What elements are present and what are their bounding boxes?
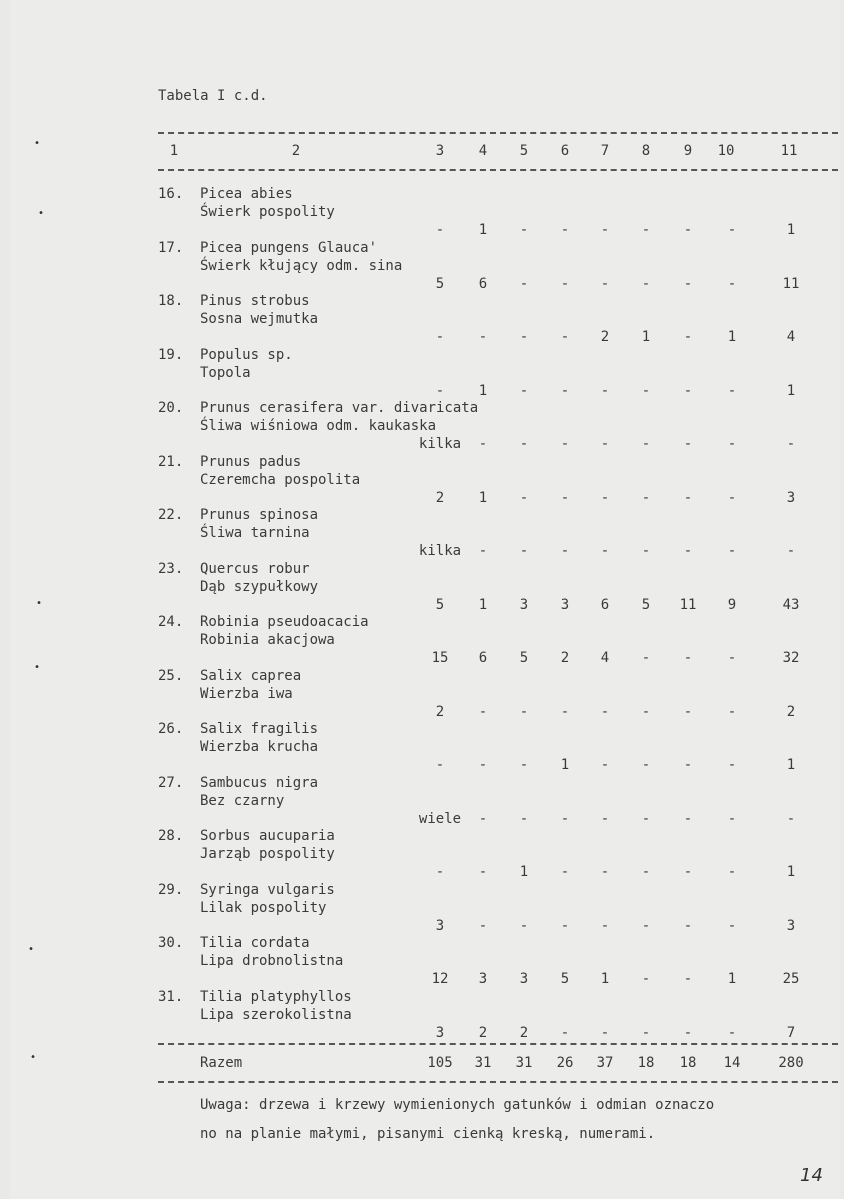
table-cell: - (727, 650, 737, 666)
polish-name: Śliwa tarnina (200, 525, 310, 541)
row-number: 16. (158, 186, 184, 202)
header-bottom-rule (158, 169, 838, 171)
table-cell: - (519, 276, 529, 292)
polish-name: Dąb szypułkowy (200, 579, 319, 595)
margin-mark: • (28, 944, 35, 955)
table-cell: - (727, 436, 737, 452)
total-cell: 18 (637, 1055, 655, 1071)
table-cell: 2 (519, 1025, 529, 1041)
total-cell: 14 (723, 1055, 741, 1071)
table-cell: 1 (727, 971, 737, 987)
table-cell: 1 (786, 757, 796, 773)
table-cell: kilka (418, 436, 462, 452)
table-cell: - (560, 490, 570, 506)
table-cell: - (435, 864, 445, 880)
latin-name: Robinia pseudoacacia (200, 614, 369, 630)
table-cell: - (435, 222, 445, 238)
column-header: 11 (780, 143, 798, 159)
table-cell: - (683, 436, 693, 452)
column-header: 8 (641, 143, 651, 159)
table-cell: - (683, 383, 693, 399)
column-header: 2 (291, 143, 301, 159)
table-cell: - (600, 811, 610, 827)
table-cell: 5 (435, 276, 445, 292)
table-cell: 25 (782, 971, 800, 987)
table-cell: - (641, 971, 651, 987)
latin-name: Picea abies (200, 186, 293, 202)
table-cell: - (560, 329, 570, 345)
table-cell: - (519, 329, 529, 345)
table-cell: - (560, 811, 570, 827)
table-cell: - (683, 490, 693, 506)
table-cell: - (519, 222, 529, 238)
table-cell: 9 (727, 597, 737, 613)
table-cell: 3 (435, 918, 445, 934)
row-number: 19. (158, 347, 184, 363)
table-cell: - (641, 490, 651, 506)
table-cell: 2 (435, 490, 445, 506)
polish-name: Sosna wejmutka (200, 311, 319, 327)
total-top-rule (158, 1043, 838, 1045)
row-number: 17. (158, 240, 184, 256)
table-cell: - (478, 704, 488, 720)
table-cell: - (786, 811, 796, 827)
table-cell: 1 (786, 222, 796, 238)
table-cell: - (519, 436, 529, 452)
polish-name: Lipa szerokolistna (200, 1007, 352, 1023)
polish-name: Lilak pospolity (200, 900, 327, 916)
latin-name: Syringa vulgaris (200, 882, 335, 898)
table-cell: - (519, 757, 529, 773)
table-cell: 32 (782, 650, 800, 666)
table-cell: 1 (786, 864, 796, 880)
table-cell: 5 (435, 597, 445, 613)
polish-name: Lipa drobnolistna (200, 953, 344, 969)
table-cell: 3 (435, 1025, 445, 1041)
total-cell: 280 (778, 1055, 804, 1071)
table-cell: 7 (786, 1025, 796, 1041)
total-label: Razem (200, 1055, 243, 1071)
table-cell: - (641, 704, 651, 720)
latin-name: Quercus robur (200, 561, 310, 577)
total-bottom-rule (158, 1081, 838, 1083)
table-cell: - (600, 704, 610, 720)
table-caption: Tabela I c.d. (158, 88, 268, 104)
table-cell: 1 (786, 383, 796, 399)
table-top-rule (158, 132, 838, 134)
polish-name: Świerk kłujący odm. sina (200, 258, 403, 274)
table-cell: - (727, 543, 737, 559)
column-header: 4 (478, 143, 488, 159)
table-cell: 6 (478, 276, 488, 292)
latin-name: Tilia platyphyllos (200, 989, 352, 1005)
table-cell: - (560, 704, 570, 720)
table-cell: 11 (679, 597, 697, 613)
latin-name: Picea pungens Glauca' (200, 240, 378, 256)
table-cell: - (435, 383, 445, 399)
table-cell: - (727, 276, 737, 292)
table-cell: - (478, 436, 488, 452)
table-cell: - (683, 971, 693, 987)
table-cell: 1 (478, 490, 488, 506)
table-cell: - (519, 543, 529, 559)
table-cell: - (600, 276, 610, 292)
table-cell: - (641, 811, 651, 827)
latin-name: Tilia cordata (200, 935, 310, 951)
note-line: no na planie małymi, pisanymi cienką kreską, numerami. (200, 1126, 656, 1142)
column-header: 5 (519, 143, 529, 159)
total-cell: 37 (596, 1055, 614, 1071)
table-cell: - (435, 329, 445, 345)
latin-name: Pinus strobus (200, 293, 310, 309)
margin-mark: • (38, 208, 45, 219)
margin-mark: • (34, 138, 41, 149)
margin-mark: • (30, 1052, 37, 1063)
document-page (10, 0, 840, 1199)
table-cell: 2 (560, 650, 570, 666)
table-cell: 1 (641, 329, 651, 345)
row-number: 21. (158, 454, 184, 470)
table-cell: - (560, 1025, 570, 1041)
row-number: 26. (158, 721, 184, 737)
table-cell: - (641, 918, 651, 934)
polish-name: Wierzba iwa (200, 686, 293, 702)
table-cell: - (683, 704, 693, 720)
table-cell: 4 (786, 329, 796, 345)
table-cell: - (560, 436, 570, 452)
note-line: Uwaga: drzewa i krzewy wymienionych gatunków i odmian oznaczo (200, 1097, 715, 1113)
table-cell: - (683, 918, 693, 934)
column-header: 9 (683, 143, 693, 159)
table-cell: - (727, 222, 737, 238)
row-number: 24. (158, 614, 184, 630)
table-cell: 6 (478, 650, 488, 666)
table-cell: 1 (519, 864, 529, 880)
column-header: 7 (600, 143, 610, 159)
polish-name: Topola (200, 365, 251, 381)
table-cell: - (683, 543, 693, 559)
latin-name: Prunus spinosa (200, 507, 319, 523)
table-cell: 2 (786, 704, 796, 720)
table-cell: 5 (641, 597, 651, 613)
table-cell: 11 (782, 276, 800, 292)
polish-name: Śliwa wiśniowa odm. kaukaska (200, 418, 437, 434)
table-cell: - (600, 222, 610, 238)
table-cell: 3 (786, 918, 796, 934)
table-cell: - (683, 1025, 693, 1041)
table-cell: - (478, 329, 488, 345)
table-cell: - (478, 811, 488, 827)
table-cell: - (560, 543, 570, 559)
row-number: 22. (158, 507, 184, 523)
table-cell: 4 (600, 650, 610, 666)
margin-mark: • (34, 662, 41, 673)
polish-name: Wierzba krucha (200, 739, 319, 755)
table-cell: 1 (478, 597, 488, 613)
row-number: 25. (158, 668, 184, 684)
table-cell: - (560, 864, 570, 880)
table-cell: - (519, 918, 529, 934)
table-cell: - (560, 383, 570, 399)
table-cell: - (560, 276, 570, 292)
table-cell: - (641, 222, 651, 238)
table-cell: - (683, 222, 693, 238)
total-cell: 31 (474, 1055, 492, 1071)
table-cell: - (683, 650, 693, 666)
table-cell: - (641, 650, 651, 666)
table-cell: 2 (478, 1025, 488, 1041)
table-cell: - (683, 276, 693, 292)
table-cell: - (600, 383, 610, 399)
table-cell: - (519, 490, 529, 506)
table-cell: - (600, 1025, 610, 1041)
table-cell: 2 (600, 329, 610, 345)
latin-name: Populus sp. (200, 347, 293, 363)
row-number: 29. (158, 882, 184, 898)
total-cell: 18 (679, 1055, 697, 1071)
column-header: 6 (560, 143, 570, 159)
page-number: 14 (800, 1165, 823, 1186)
table-cell: 2 (435, 704, 445, 720)
polish-name: Jarząb pospolity (200, 846, 335, 862)
table-cell: 1 (727, 329, 737, 345)
table-cell: - (641, 1025, 651, 1041)
table-cell: - (727, 757, 737, 773)
table-cell: - (727, 383, 737, 399)
table-cell: 3 (519, 971, 529, 987)
latin-name: Sambucus nigra (200, 775, 319, 791)
table-cell: - (600, 543, 610, 559)
column-header: 1 (169, 143, 179, 159)
latin-name: Sorbus aucuparia (200, 828, 335, 844)
polish-name: Świerk pospolity (200, 204, 335, 220)
table-cell: - (478, 543, 488, 559)
table-cell: - (519, 811, 529, 827)
row-number: 30. (158, 935, 184, 951)
column-header: 3 (435, 143, 445, 159)
polish-name: Bez czarny (200, 793, 285, 809)
table-cell: 3 (519, 597, 529, 613)
table-cell: - (519, 704, 529, 720)
table-cell: - (435, 757, 445, 773)
table-cell: - (727, 1025, 737, 1041)
table-cell: - (519, 383, 529, 399)
table-cell: - (600, 757, 610, 773)
table-cell: - (683, 811, 693, 827)
table-cell: - (600, 490, 610, 506)
table-cell: - (600, 918, 610, 934)
row-number: 23. (158, 561, 184, 577)
latin-name: Prunus cerasifera var. divaricata (200, 400, 479, 416)
table-cell: - (641, 864, 651, 880)
table-cell: - (641, 757, 651, 773)
table-cell: 5 (519, 650, 529, 666)
latin-name: Salix caprea (200, 668, 302, 684)
table-cell: kilka (418, 543, 462, 559)
table-cell: - (683, 329, 693, 345)
row-number: 28. (158, 828, 184, 844)
table-cell: - (727, 918, 737, 934)
table-cell: 3 (560, 597, 570, 613)
polish-name: Czeremcha pospolita (200, 472, 361, 488)
table-cell: - (727, 490, 737, 506)
table-cell: - (683, 757, 693, 773)
table-cell: - (560, 918, 570, 934)
table-cell: - (727, 864, 737, 880)
column-header: 10 (717, 143, 735, 159)
table-cell: - (683, 864, 693, 880)
table-cell: 5 (560, 971, 570, 987)
table-cell: - (600, 864, 610, 880)
table-cell: wiele (418, 811, 462, 827)
table-cell: - (641, 436, 651, 452)
table-cell: 12 (431, 971, 449, 987)
table-cell: - (786, 543, 796, 559)
polish-name: Robinia akacjowa (200, 632, 335, 648)
row-number: 20. (158, 400, 184, 416)
table-cell: - (727, 704, 737, 720)
total-cell: 26 (556, 1055, 574, 1071)
table-cell: - (727, 811, 737, 827)
table-cell: 1 (478, 222, 488, 238)
table-cell: 15 (431, 650, 449, 666)
table-cell: 43 (782, 597, 800, 613)
table-cell: 3 (786, 490, 796, 506)
row-number: 27. (158, 775, 184, 791)
row-number: 18. (158, 293, 184, 309)
table-cell: - (786, 436, 796, 452)
table-cell: - (478, 757, 488, 773)
table-cell: - (600, 436, 610, 452)
table-cell: - (641, 276, 651, 292)
table-cell: 1 (560, 757, 570, 773)
margin-mark: • (36, 598, 43, 609)
table-cell: 1 (600, 971, 610, 987)
table-cell: - (478, 864, 488, 880)
table-cell: - (641, 383, 651, 399)
table-cell: - (478, 918, 488, 934)
latin-name: Prunus padus (200, 454, 302, 470)
latin-name: Salix fragilis (200, 721, 319, 737)
table-cell: - (641, 543, 651, 559)
table-cell: 1 (478, 383, 488, 399)
total-cell: 105 (427, 1055, 453, 1071)
total-cell: 31 (515, 1055, 533, 1071)
table-cell: - (560, 222, 570, 238)
row-number: 31. (158, 989, 184, 1005)
table-cell: 3 (478, 971, 488, 987)
table-cell: 6 (600, 597, 610, 613)
